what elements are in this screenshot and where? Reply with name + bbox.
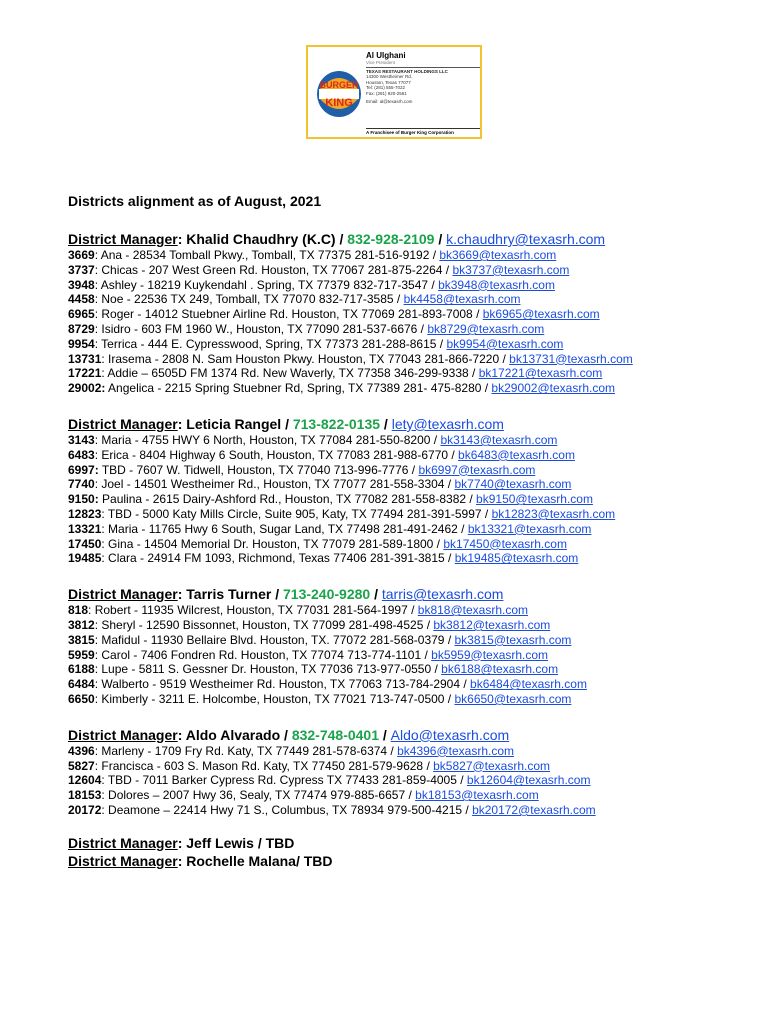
store-details: : Marleny - 1709 Fry Rd. Katy, TX 77449 281-578-6374 / <box>94 743 398 758</box>
store-email-link[interactable]: bk4458@texasrh.com <box>403 292 521 307</box>
store-details: : Kimberly - 3211 E. Holcombe, Houston, TX 77021 713-747-0500 / <box>94 691 455 706</box>
manager-name: Tarris Turner <box>186 586 272 603</box>
store-email-link[interactable]: bk9954@texasrh.com <box>446 336 564 351</box>
separator: / <box>335 231 348 247</box>
store-email-link[interactable]: bk6484@texasrh.com <box>470 677 587 692</box>
store-email-link[interactable]: bk6483@texasrh.com <box>458 447 575 462</box>
tbd-manager-list <box>68 834 758 870</box>
logo-text-top: BURGER <box>319 80 359 90</box>
store-details: : Noe - 22536 TX 249, Tomball, TX 77070 832-717-3585 / <box>94 292 404 307</box>
store-details: : Deamone – 22414 Hwy 71 S., Columbus, TX 78934 979-500-4215 / <box>101 802 473 817</box>
district-manager-line <box>68 586 758 602</box>
store-number: 4458 <box>68 292 95 307</box>
store-details: : Erica - 8404 Highway 6 South, Houston, TX 77083 281-988-6770 / <box>94 447 459 462</box>
tbd-manager-name: Jeff Lewis / TBD <box>186 834 295 851</box>
store-row <box>68 337 758 352</box>
store-email-link[interactable]: bk818@texasrh.com <box>417 603 529 618</box>
store-details: : Addie – 6505D FM 1374 Rd. New Waverly, TX 77358 346-299-9338 / <box>101 366 479 381</box>
store-number: 9954 <box>68 336 95 351</box>
store-email-link[interactable]: bk6188@texasrh.com <box>441 662 559 677</box>
store-email-link[interactable]: bk13731@texasrh.com <box>509 351 633 366</box>
store-details: : Chicas - 207 West Green Rd. Houston, TX 77067 281-875-2264 / <box>94 262 453 277</box>
store-row <box>68 744 758 759</box>
store-row <box>68 463 758 478</box>
store-number: 17450 <box>68 536 102 551</box>
store-number: 5959 <box>68 647 95 662</box>
store-row <box>68 448 758 463</box>
district-manager-line <box>68 416 758 432</box>
store-number: 3812 <box>68 617 95 632</box>
store-email-link[interactable]: bk3143@texasrh.com <box>440 432 558 447</box>
label-colon: : <box>177 586 187 603</box>
store-email-link[interactable]: bk3669@texasrh.com <box>439 248 557 262</box>
separator: / <box>271 586 283 603</box>
store-email-link[interactable]: bk6965@texasrh.com <box>482 307 600 322</box>
store-details: : Ashley - 18219 Kuykendahl . Spring, TX 77379 832-717-3547 / <box>94 277 439 292</box>
store-row <box>68 551 758 566</box>
store-email-link[interactable]: bk13321@texasrh.com <box>467 521 592 536</box>
store-details: : Maria - 4755 HWY 6 North, Houston, TX 77084 281-550-8200 / <box>94 432 441 447</box>
manager-name: Aldo Alvarado <box>185 726 281 743</box>
store-number: 13731 <box>68 351 102 366</box>
business-card <box>306 45 482 139</box>
store-email-link[interactable]: bk19485@texasrh.com <box>454 551 579 566</box>
separator: / <box>379 726 391 743</box>
store-row <box>68 307 758 322</box>
district-manager-label: District Manager <box>68 852 178 869</box>
store-number: 6483 <box>68 447 95 462</box>
store-row <box>68 759 758 774</box>
store-row <box>68 492 758 507</box>
tbd-manager-name: Rochelle Malana/ TBD <box>186 852 333 869</box>
store-row <box>68 433 758 448</box>
store-email-link[interactable]: bk7740@texasrh.com <box>454 477 572 492</box>
store-list <box>68 248 758 396</box>
store-details: : Isidro - 603 FM 1960 W., Houston, TX 77090 281-537-6676 / <box>94 321 428 336</box>
separator: / <box>380 415 392 432</box>
district-manager-label: District Manager <box>68 834 178 851</box>
store-email-link[interactable]: bk5827@texasrh.com <box>433 758 551 773</box>
store-row <box>68 381 758 396</box>
store-row <box>68 322 758 337</box>
store-details: : Sheryl - 12590 Bissonnet, Houston, TX 77099 281-498-4525 / <box>94 617 434 632</box>
store-details: : TBD - 5000 Katy Mills Circle, Suite 905, Katy, TX 77494 281-391-5997 / <box>101 506 492 521</box>
store-number: 3948 <box>68 277 95 292</box>
district-section <box>68 586 758 707</box>
card-fax: Fax: (281) 920-2561 <box>366 90 407 96</box>
store-details: : Robert - 11935 Wilcrest, Houston, TX 77031 281-564-1997 / <box>88 603 418 618</box>
manager-name: Leticia Rangel <box>186 415 282 432</box>
store-details: : Roger - 14012 Stuebner Airline Rd. Houston, TX 77069 281-893-7008 / <box>94 307 483 322</box>
document-heading: Districts alignment as of August, 2021 <box>68 193 322 209</box>
store-email-link[interactable]: bk18153@texasrh.com <box>415 788 539 803</box>
store-email-link[interactable]: bk20172@texasrh.com <box>472 802 596 817</box>
manager-name: Khalid Chaudhry (K.C) <box>186 231 336 247</box>
store-row <box>68 603 758 618</box>
store-details: : Walberto - 9519 Westheimer Rd. Houston, TX 77063 713-784-2904 / <box>94 677 471 692</box>
store-number: 12604 <box>68 773 102 788</box>
store-row <box>68 692 758 707</box>
store-number: 7740 <box>68 477 95 492</box>
store-details: Paulina - 2615 Dairy-Ashford Rd., Houston, TX 77082 281-558-8382 / <box>98 492 477 507</box>
store-row <box>68 648 758 663</box>
manager-phone: 713-240-9280 <box>283 586 371 603</box>
store-email-link[interactable]: bk3815@texasrh.com <box>454 632 572 647</box>
store-email-link[interactable]: bk3812@texasrh.com <box>433 617 551 632</box>
document-body <box>68 193 758 870</box>
store-row <box>68 352 758 367</box>
store-row <box>68 618 758 633</box>
store-number: 8729 <box>68 321 95 336</box>
store-number: 12823 <box>68 506 102 521</box>
store-row <box>68 248 758 263</box>
district-list <box>68 231 758 818</box>
store-details: : Terrica - 444 E. Cypresswood, Spring, TX 77373 281-288-8615 / <box>94 336 447 351</box>
store-details: Angelica - 2215 Spring Stuebner Rd, Spring, TX 77389 281- 475-8280 / <box>105 381 492 396</box>
district-section <box>68 416 758 566</box>
store-number: 3669 <box>68 248 95 262</box>
label-colon: : <box>177 231 187 247</box>
store-details: TBD - 7607 W. Tidwell, Houston, TX 77040 713-996-7776 / <box>98 462 419 477</box>
store-details: : Carol - 7406 Fondren Rd. Houston, TX 77074 713-774-1101 / <box>94 647 432 662</box>
store-row <box>68 773 758 788</box>
store-details: : Joel - 14501 Westheimer Rd., Houston, TX 77077 281-558-3304 / <box>94 477 455 492</box>
manager-email-link[interactable]: Aldo@texasrh.com <box>390 726 510 743</box>
district-section <box>68 231 758 396</box>
store-number: 6188 <box>68 662 95 677</box>
store-details: : Francisca - 603 S. Mason Rd. Katy, TX 77450 281-579-9628 / <box>94 758 434 773</box>
store-number: 818 <box>68 603 89 618</box>
manager-phone: 832-928-2109 <box>347 231 435 247</box>
store-row <box>68 537 758 552</box>
store-number: 3815 <box>68 632 95 647</box>
store-number: 3737 <box>68 262 95 277</box>
store-row <box>68 292 758 307</box>
store-details: : Irasema - 2808 N. Sam Houston Pkwy. Houston, TX 77043 281-866-7220 / <box>101 351 510 366</box>
store-details: : Ana - 28534 Tomball Pkwy., Tomball, TX 77375 281-516-9192 / <box>94 248 440 262</box>
separator: / <box>434 231 447 247</box>
store-details: : Clara - 24914 FM 1093, Richmond, Texas 77406 281-391-3815 / <box>101 551 455 566</box>
store-email-link[interactable]: bk5959@texasrh.com <box>431 647 549 662</box>
card-email: Email: al@texasrh.com <box>366 98 413 104</box>
card-info <box>366 51 480 104</box>
store-number: 19485 <box>68 551 102 566</box>
store-row <box>68 507 758 522</box>
store-email-link[interactable]: bk17221@texasrh.com <box>478 366 603 381</box>
card-company: TEXAS RESTAURANT HOLDINGS LLC <box>366 68 448 74</box>
store-email-link[interactable]: bk12604@texasrh.com <box>466 773 591 788</box>
store-number: 20172 <box>68 802 102 817</box>
district-manager-line <box>68 727 758 743</box>
card-divider <box>366 67 480 68</box>
card-footer: A Franchisee of Burger King Corporation <box>366 128 480 135</box>
label-colon: : <box>177 726 186 743</box>
district-manager-label: District Manager <box>68 231 178 247</box>
label-colon: : <box>177 834 187 851</box>
store-email-link[interactable]: bk6650@texasrh.com <box>454 691 572 706</box>
store-row <box>68 278 758 293</box>
store-row <box>68 522 758 537</box>
store-row <box>68 366 758 381</box>
manager-email-link[interactable]: lety@texasrh.com <box>391 415 504 432</box>
tbd-manager-line <box>68 852 758 870</box>
store-number: 6484 <box>68 677 95 692</box>
store-email-link[interactable]: bk6997@texasrh.com <box>418 462 536 477</box>
store-email-link[interactable]: bk17450@texasrh.com <box>443 536 567 551</box>
store-details: : Gina - 14504 Memorial Dr. Houston, TX 77079 281-589-1800 / <box>101 536 444 551</box>
store-row <box>68 477 758 492</box>
store-row <box>68 788 758 803</box>
burger-king-logo <box>314 69 364 119</box>
store-number: 6965 <box>68 307 95 322</box>
store-details: : Lupe - 5811 S. Gessner Dr. Houston, TX 77036 713-977-0550 / <box>94 662 442 677</box>
district-manager-label: District Manager <box>68 726 178 743</box>
store-email-link[interactable]: bk8729@texasrh.com <box>427 321 545 336</box>
manager-email-link[interactable]: tarris@texasrh.com <box>381 586 504 603</box>
district-section <box>68 727 758 818</box>
store-number: 18153 <box>68 788 102 803</box>
store-number: 5827 <box>68 758 95 773</box>
store-number: 13321 <box>68 521 102 536</box>
store-email-link[interactable]: bk4396@texasrh.com <box>397 743 514 758</box>
store-email-link[interactable]: bk12823@texasrh.com <box>491 506 616 521</box>
store-number: 29002: <box>68 381 106 396</box>
card-address-line2: Houston, Texas 77077 <box>366 79 411 85</box>
card-address-line1: 14300 Westheimer Rd. <box>366 74 412 80</box>
store-email-link[interactable]: bk3737@texasrh.com <box>452 262 570 277</box>
manager-email-link[interactable]: k.chaudhry@texasrh.com <box>446 231 606 247</box>
store-number: 6650 <box>68 691 95 706</box>
store-email-link[interactable]: bk9150@texasrh.com <box>476 492 593 507</box>
district-manager-line <box>68 231 758 247</box>
store-number: 17221 <box>68 366 102 381</box>
label-colon: : <box>177 415 187 432</box>
district-manager-label: District Manager <box>68 586 178 603</box>
card-name: Al Ulghani <box>366 51 406 60</box>
store-number: 3143 <box>68 432 95 447</box>
store-list <box>68 603 758 707</box>
label-colon: : <box>177 852 187 869</box>
store-details: : TBD - 7011 Barker Cypress Rd. Cypress TX 77433 281-859-4005 / <box>101 773 467 788</box>
store-details: : Mafidul - 11930 Bellaire Blvd. Houston, TX. 77072 281-568-0379 / <box>94 632 455 647</box>
manager-phone: 832-748-0401 <box>291 726 379 743</box>
store-number: 4396 <box>68 743 95 758</box>
separator: / <box>280 726 292 743</box>
store-details: : Dolores – 2007 Hwy 36, Sealy, TX 77474 979-885-6657 / <box>101 788 416 803</box>
manager-phone: 713-822-0135 <box>292 415 381 432</box>
store-row <box>68 633 758 648</box>
store-row <box>68 662 758 677</box>
card-tel: Tel: (281) 555-7022 <box>366 85 406 91</box>
store-details: : Maria - 11765 Hwy 6 South, Sugar Land, TX 77498 281-491-2462 / <box>101 521 468 536</box>
separator: / <box>370 586 382 603</box>
store-email-link[interactable]: bk29002@texasrh.com <box>491 381 616 396</box>
store-list <box>68 744 758 818</box>
store-email-link[interactable]: bk3948@texasrh.com <box>438 277 555 292</box>
card-title: Vice President <box>366 60 395 65</box>
logo-text-bottom: KING <box>325 97 353 109</box>
store-row <box>68 263 758 278</box>
district-manager-label: District Manager <box>68 415 178 432</box>
separator: / <box>281 415 293 432</box>
store-row <box>68 803 758 818</box>
tbd-manager-line <box>68 834 758 852</box>
store-number: 6997: <box>68 462 99 477</box>
store-list <box>68 433 758 566</box>
store-number: 9150: <box>68 492 99 507</box>
store-row <box>68 677 758 692</box>
